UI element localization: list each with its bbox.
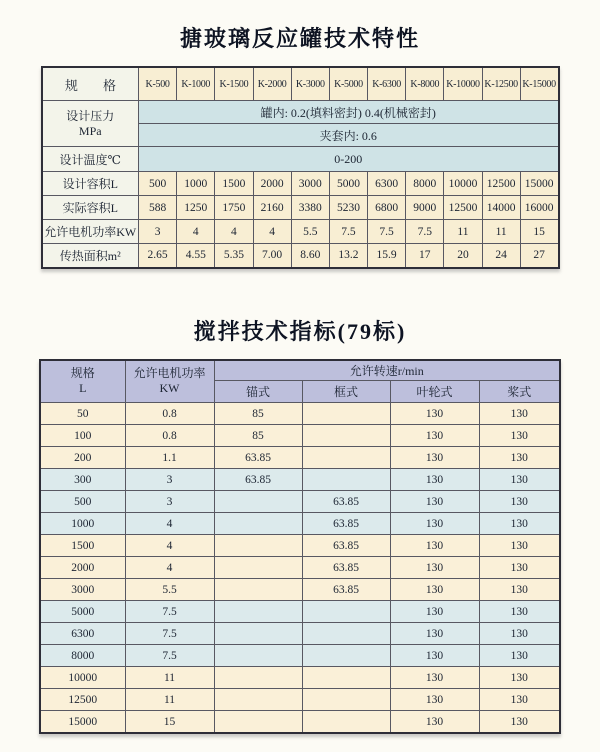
impeller-type-header-cell: 桨式: [479, 381, 560, 403]
power-cell: 11: [125, 667, 214, 689]
speed-cell: 130: [479, 447, 560, 469]
pressure-tank-value: 罐内: 0.2(填料密封) 0.4(机械密封): [139, 101, 559, 124]
speed-cell: 130: [479, 689, 560, 711]
impeller-type-header-cell: 框式: [302, 381, 390, 403]
power-cell: 15: [125, 711, 214, 734]
value-cell: 2.65: [139, 244, 177, 268]
speed-cell: [302, 711, 390, 734]
speed-cell: 130: [479, 601, 560, 623]
value-cell: 8000: [406, 172, 444, 196]
power-cell: 4: [125, 513, 214, 535]
value-cell: 12500: [444, 196, 482, 220]
speed-cell: 63.85: [302, 513, 390, 535]
speed-cell: [214, 513, 302, 535]
value-cell: 1000: [177, 172, 215, 196]
speed-cell: 130: [390, 425, 479, 447]
spec-cell: 6300: [40, 623, 125, 645]
speed-cell: [214, 535, 302, 557]
power-label-line2: KW: [159, 381, 180, 396]
speed-cell: [214, 711, 302, 734]
value-cell: 4: [215, 220, 253, 244]
row-label-cell: 实际容积L: [42, 196, 139, 220]
temperature-label-cell: 设计温度℃: [42, 147, 139, 172]
value-cell: 2160: [253, 196, 291, 220]
speed-cell: 130: [479, 579, 560, 601]
model-header-cell: K-5000: [329, 67, 367, 101]
speed-cell: 130: [390, 667, 479, 689]
spec-cell: 50: [40, 403, 125, 425]
speed-cell: [214, 689, 302, 711]
value-cell: 1500: [215, 172, 253, 196]
speed-cell: 85: [214, 403, 302, 425]
pressure-label-line2: MPa: [78, 123, 102, 138]
value-cell: 15: [520, 220, 558, 244]
spec-cell: 300: [40, 469, 125, 491]
value-cell: 14000: [482, 196, 520, 220]
table-row: [40, 403, 560, 425]
temperature-value: 0-200: [139, 147, 559, 172]
value-cell: 4.55: [177, 244, 215, 268]
table-row: [40, 469, 560, 491]
table-row: [40, 425, 560, 447]
speed-cell: 130: [479, 645, 560, 667]
speed-cell: [302, 447, 390, 469]
power-label-line1: 允许电机功率: [133, 366, 206, 381]
power-cell: 5.5: [125, 579, 214, 601]
value-cell: 7.5: [329, 220, 367, 244]
model-header-cell: K-3000: [291, 67, 329, 101]
value-cell: 15000: [520, 172, 558, 196]
pressure-tank-row: [42, 101, 559, 124]
value-cell: 20: [444, 244, 482, 268]
speed-cell: 130: [479, 491, 560, 513]
model-header-cell: K-10000: [444, 67, 482, 101]
model-header-cell: K-12500: [482, 67, 520, 101]
power-cell: 7.5: [125, 623, 214, 645]
speed-cell: 130: [390, 645, 479, 667]
value-cell: 4: [253, 220, 291, 244]
value-cell: 5000: [329, 172, 367, 196]
power-cell: 0.8: [125, 425, 214, 447]
speed-cell: [302, 601, 390, 623]
speed-cell: 63.85: [302, 491, 390, 513]
spec-cell: 1500: [40, 535, 125, 557]
table-row: [40, 667, 560, 689]
power-cell: 7.5: [125, 601, 214, 623]
value-cell: 24: [482, 244, 520, 268]
value-cell: 7.5: [368, 220, 406, 244]
table-row: [42, 172, 559, 196]
power-cell: 1.1: [125, 447, 214, 469]
pressure-label-line1: 设计压力: [66, 108, 115, 123]
speed-cell: [214, 645, 302, 667]
speed-cell: 130: [479, 557, 560, 579]
power-header-cell: [125, 360, 214, 403]
value-cell: 4: [177, 220, 215, 244]
spec-l-header-cell: [40, 360, 125, 403]
value-cell: 3380: [291, 196, 329, 220]
spec-header-cell: 规 格: [42, 67, 139, 101]
table-row: [40, 535, 560, 557]
value-cell: 2000: [253, 172, 291, 196]
spec-cell: 100: [40, 425, 125, 447]
value-cell: 13.2: [329, 244, 367, 268]
value-cell: 5.5: [291, 220, 329, 244]
spec-cell: 8000: [40, 645, 125, 667]
speed-cell: 130: [390, 579, 479, 601]
spec-cell: 1000: [40, 513, 125, 535]
speed-cell: 130: [479, 667, 560, 689]
speed-cell: 63.85: [302, 535, 390, 557]
speed-cell: 130: [390, 491, 479, 513]
value-cell: 588: [139, 196, 177, 220]
table2-title: 搅拌技术指标(79标): [193, 318, 407, 344]
table-row: [40, 689, 560, 711]
table-row: [40, 623, 560, 645]
spec-cell: 2000: [40, 557, 125, 579]
speed-cell: 130: [479, 403, 560, 425]
table-row: [40, 579, 560, 601]
table-row: [42, 220, 559, 244]
speed-cell: 130: [390, 469, 479, 491]
table-row: [42, 244, 559, 268]
model-header-cell: K-8000: [406, 67, 444, 101]
power-cell: 3: [125, 469, 214, 491]
speed-cell: [214, 667, 302, 689]
spec-cell: 500: [40, 491, 125, 513]
table-row: [40, 645, 560, 667]
speed-cell: [214, 557, 302, 579]
spec-cell: 5000: [40, 601, 125, 623]
speed-cell: 130: [390, 711, 479, 734]
speed-cell: [214, 601, 302, 623]
impeller-type-header-cell: 锚式: [214, 381, 302, 403]
model-header-cell: K-500: [139, 67, 177, 101]
speed-cell: 130: [390, 513, 479, 535]
value-cell: 500: [139, 172, 177, 196]
value-cell: 12500: [482, 172, 520, 196]
agitation-specs-table: [39, 359, 561, 735]
speed-cell: 63.85: [214, 447, 302, 469]
speed-cell: 130: [390, 447, 479, 469]
row-label-cell: 允许电机功率KW: [42, 220, 139, 244]
value-cell: 7.5: [406, 220, 444, 244]
table-row: [40, 711, 560, 734]
table-row: [40, 601, 560, 623]
speed-cell: 130: [479, 513, 560, 535]
reactor-specs-table: [41, 66, 560, 269]
value-cell: 7.00: [253, 244, 291, 268]
value-cell: 6800: [368, 196, 406, 220]
speed-group-header: 允许转速r/min: [214, 360, 560, 381]
model-header-cell: K-1000: [177, 67, 215, 101]
table-row: [40, 513, 560, 535]
table1-title: 搪玻璃反应罐技术特性: [179, 26, 420, 51]
speed-cell: 130: [479, 623, 560, 645]
value-cell: 11: [482, 220, 520, 244]
speed-cell: 130: [479, 535, 560, 557]
power-cell: 4: [125, 535, 214, 557]
pressure-label-cell: [42, 101, 139, 147]
spec-cell: 10000: [40, 667, 125, 689]
value-cell: 1250: [177, 196, 215, 220]
spec-cell: 15000: [40, 711, 125, 734]
spec-cell: 3000: [40, 579, 125, 601]
pressure-jacket-value: 夹套内: 0.6: [139, 124, 559, 147]
speed-cell: 85: [214, 425, 302, 447]
value-cell: 16000: [520, 196, 558, 220]
model-header-cell: K-6300: [368, 67, 406, 101]
value-cell: 9000: [406, 196, 444, 220]
speed-cell: [214, 491, 302, 513]
impeller-type-header-cell: 叶轮式: [390, 381, 479, 403]
table-row: [40, 557, 560, 579]
table-row: [40, 447, 560, 469]
speed-cell: [214, 579, 302, 601]
model-header-cell: K-2000: [253, 67, 291, 101]
speed-cell: [302, 623, 390, 645]
speed-cell: 130: [390, 689, 479, 711]
table1-header-row: [42, 67, 559, 101]
table2-header-row1: [40, 360, 560, 381]
value-cell: 3: [139, 220, 177, 244]
speed-cell: 130: [390, 535, 479, 557]
value-cell: 5230: [329, 196, 367, 220]
speed-cell: [302, 667, 390, 689]
power-cell: 0.8: [125, 403, 214, 425]
power-cell: 7.5: [125, 645, 214, 667]
table-row: [42, 196, 559, 220]
speed-cell: 130: [390, 601, 479, 623]
speed-cell: 130: [479, 425, 560, 447]
spec-cell: 12500: [40, 689, 125, 711]
speed-cell: 130: [390, 557, 479, 579]
value-cell: 5.35: [215, 244, 253, 268]
row-label-cell: 传热面积m²: [42, 244, 139, 268]
model-header-cell: K-1500: [215, 67, 253, 101]
value-cell: 8.60: [291, 244, 329, 268]
speed-cell: [302, 645, 390, 667]
value-cell: 15.9: [368, 244, 406, 268]
speed-cell: 63.85: [302, 557, 390, 579]
speed-cell: 63.85: [214, 469, 302, 491]
temperature-row: [42, 147, 559, 172]
power-cell: 3: [125, 491, 214, 513]
speed-cell: 130: [390, 623, 479, 645]
model-header-cell: K-15000: [520, 67, 558, 101]
value-cell: 11: [444, 220, 482, 244]
power-cell: 4: [125, 557, 214, 579]
speed-cell: [214, 623, 302, 645]
speed-cell: [302, 425, 390, 447]
spec-cell: 200: [40, 447, 125, 469]
value-cell: 17: [406, 244, 444, 268]
speed-cell: 130: [390, 403, 479, 425]
value-cell: 1750: [215, 196, 253, 220]
power-cell: 11: [125, 689, 214, 711]
speed-cell: 130: [479, 711, 560, 734]
value-cell: 3000: [291, 172, 329, 196]
speed-cell: 130: [479, 469, 560, 491]
spec-l-line1: 规格: [70, 366, 95, 381]
table-row: [40, 491, 560, 513]
speed-cell: 63.85: [302, 579, 390, 601]
speed-cell: [302, 469, 390, 491]
row-label-cell: 设计容积L: [42, 172, 139, 196]
spec-l-line2: L: [79, 381, 87, 396]
value-cell: 10000: [444, 172, 482, 196]
value-cell: 6300: [368, 172, 406, 196]
speed-cell: [302, 403, 390, 425]
value-cell: 27: [520, 244, 558, 268]
speed-cell: [302, 689, 390, 711]
